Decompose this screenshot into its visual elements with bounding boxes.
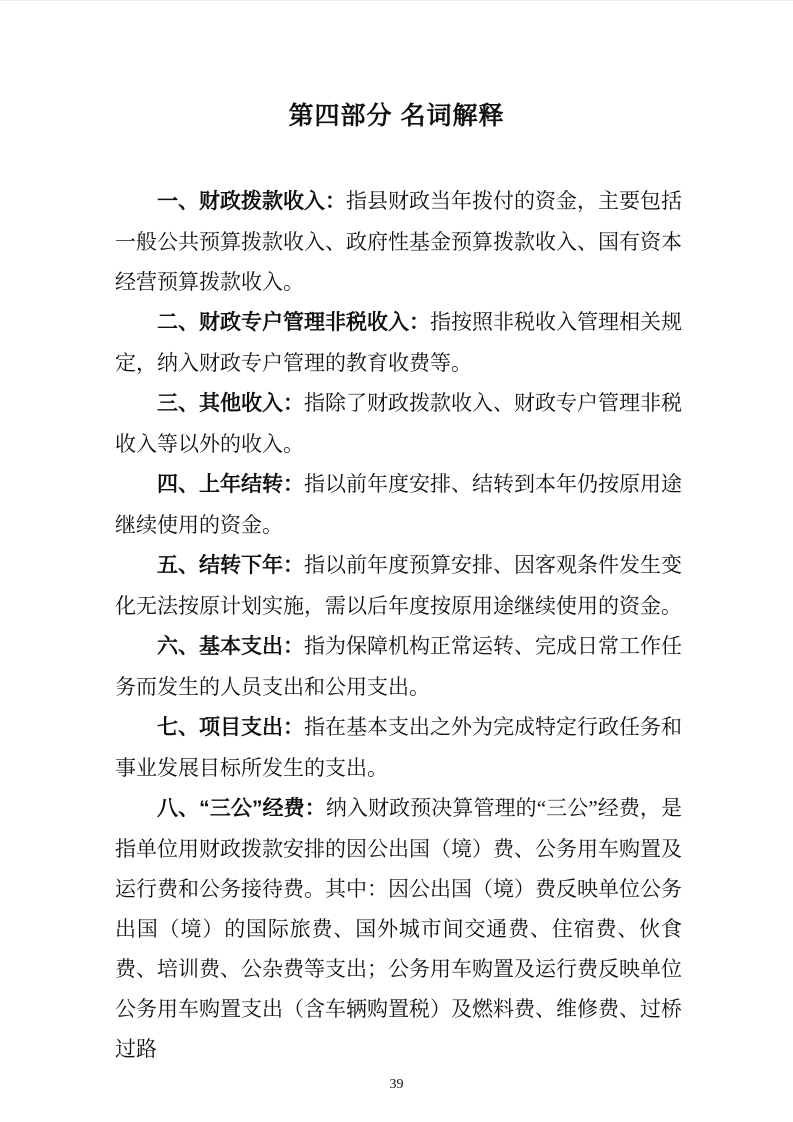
glossary-entry xyxy=(115,383,682,464)
glossary-term: 五、结转下年： xyxy=(157,554,304,577)
glossary-definition: 纳入财政预决算管理的“三公”经费，是指单位用财政拨款安排的因公出国（境）费、公务用车购置及运行费和公务接待费。其中：因公出国（境）费反映单位公务出国（境）的国际旅费、国外城市间交通费、住宿费、伙食费、培训费、公杂费等支出；公务用车购置及运行费反映单位公务用车购置支出（含车辆购置税）及燃料费、维修费、过桥过路 xyxy=(115,796,683,1061)
glossary-entry xyxy=(115,545,682,626)
glossary-term: 八、“三公”经费： xyxy=(157,797,326,820)
page-number: 39 xyxy=(389,1077,404,1092)
glossary-definition: 指为保障机构正常运转、完成日常工作任务而发生的人员支出和公用支出。 xyxy=(115,634,682,699)
glossary-term: 七、项目支出： xyxy=(157,716,304,739)
glossary-term: 二、财政专户管理非税收入： xyxy=(157,311,430,334)
glossary-definition: 指以前年度安排、结转到本年仍按原用途继续使用的资金。 xyxy=(115,472,682,537)
glossary-entry xyxy=(115,181,682,302)
glossary-definition: 指除了财政拨款收入、财政专户管理非税收入等以外的收入。 xyxy=(115,391,682,456)
glossary-entry xyxy=(115,626,682,707)
page-title: 第四部分 名词解释 xyxy=(288,102,505,130)
glossary-definition: 指按照非税收入管理相关规定，纳入财政专户管理的教育收费等。 xyxy=(115,310,682,375)
glossary-definition: 指以前年度预算安排、因客观条件发生变化无法按原计划实施，需以后年度按原用途继续使用的资金。 xyxy=(115,553,682,618)
glossary-term: 四、上年结转： xyxy=(157,473,304,496)
glossary-definition: 指县财政当年拨付的资金，主要包括一般公共预算拨款收入、政府性基金预算拨款收入、国有资本经营预算拨款收入。 xyxy=(115,189,682,294)
glossary-entry xyxy=(115,707,682,788)
glossary-content xyxy=(115,181,682,1069)
glossary-entry xyxy=(115,464,682,545)
glossary-term: 六、基本支出： xyxy=(157,635,304,658)
glossary-entry xyxy=(115,302,682,383)
glossary-term: 一、财政拨款收入： xyxy=(157,190,346,213)
glossary-definition: 指在基本支出之外为完成特定行政任务和事业发展目标所发生的支出。 xyxy=(115,715,682,780)
glossary-entry xyxy=(115,788,682,1069)
page-footer xyxy=(0,1075,793,1094)
glossary-term: 三、其他收入： xyxy=(157,392,304,415)
